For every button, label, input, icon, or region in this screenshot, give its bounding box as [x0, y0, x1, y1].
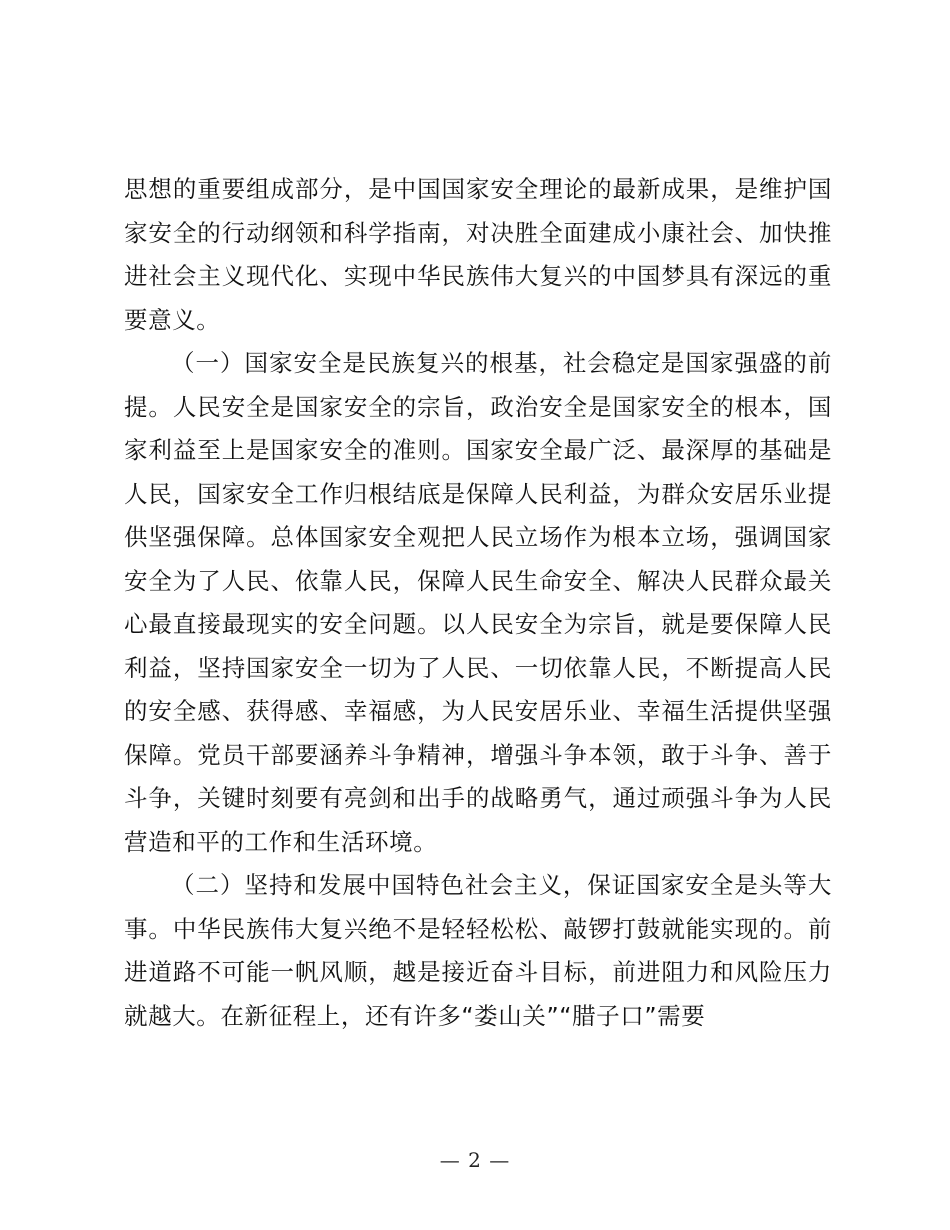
- page-number: — 2 —: [439, 1148, 511, 1172]
- paragraph-section-two: （二）坚持和发展中国特色社会主义，保证国家安全是头等大事。中华民族伟大复兴绝不是轻轻松松、敲锣打鼓就能实现的。前进道路不可能一帆风顺，越是接近奋斗目标，前进阻力和风险压力就越大。在新征程上，还有许多“娄山关”“腊子口”需要: [124, 871, 832, 1030]
- paragraph-section-one: （一）国家安全是民族复兴的根基，社会稳定是国家强盛的前提。人民安全是国家安全的宗旨，政治安全是国家安全的根本，国家利益至上是国家安全的准则。国家安全最广泛、最深厚的基础是人民，国家安全工作归根结底是保障人民利益，为群众安居乐业提供坚强保障。总体国家安全观把人民立场作为根本立场，强调国家安全为了人民、依靠人民，保障人民生命安全、解决人民群众最关心最直接最现实的安全问题。以人民安全为宗旨，就是要保障人民利益，坚持国家安全一切为了人民、一切依靠人民，不断提高人民的安全感、获得感、幸福感，为人民安居乐业、幸福生活提供坚强保障。党员干部要涵养斗争精神，增强斗争本领，敢于斗争、善于斗争，关键时刻要有亮剑和出手的战略勇气，通过顽强斗争为人民营造和平的工作和生活环境。: [124, 349, 832, 856]
- body-text: [124, 168, 832, 1038]
- paragraph-continued: 思想的重要组成部分，是中国国家安全理论的最新成果，是维护国家安全的行动纲领和科学指南，对决胜全面建成小康社会、加快推进社会主义现代化、实现中华民族伟大复兴的中国梦具有深远的重要意义。: [124, 175, 832, 334]
